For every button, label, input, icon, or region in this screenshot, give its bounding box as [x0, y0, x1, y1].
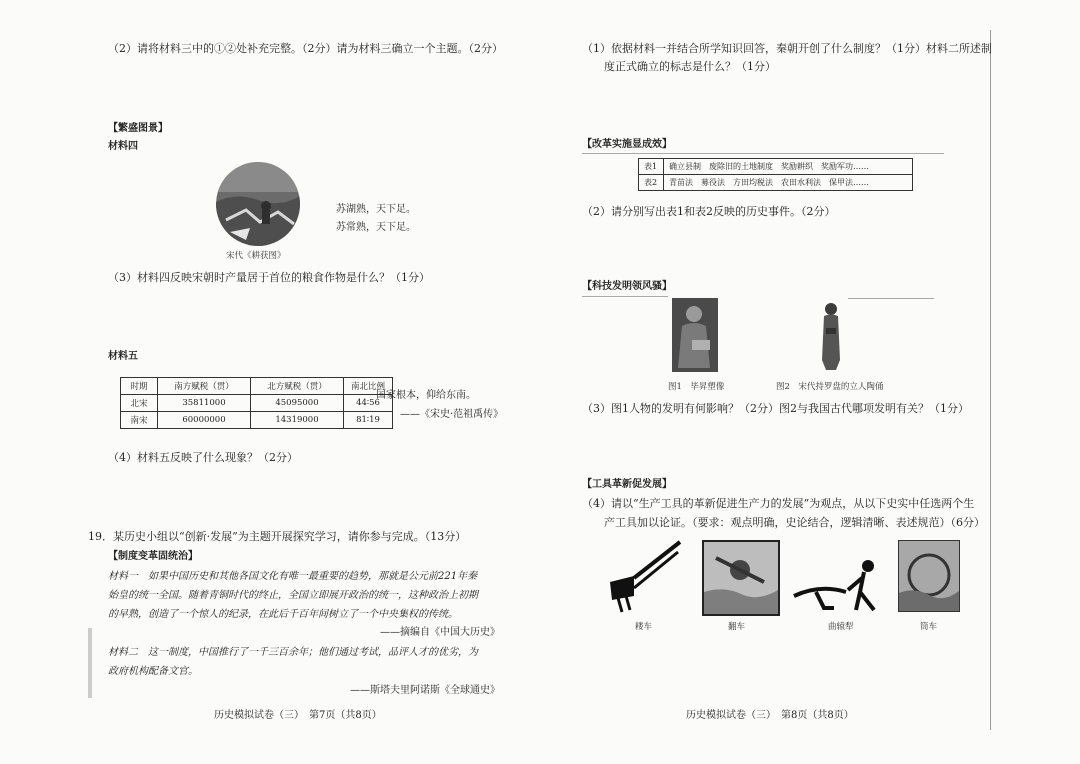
reform-table: [638, 158, 913, 191]
material-2-source: ——斯塔夫里阿诺斯《全球通史》: [350, 685, 500, 696]
quote-suhu: 苏湖熟，天下足。: [336, 204, 416, 215]
question-1-right-line-2: 度正式确立的标志是什么？（1分）: [604, 60, 776, 73]
question-4-right-line-1: （4）请以“生产工具的革新促进生产力的发展”为观点，从以下史实中任选两个生: [582, 497, 975, 510]
question-4-left: （4）材料五反映了什么现象？（2分）: [108, 451, 298, 464]
material-1-source: ——摘编自《中国大历史》: [380, 627, 500, 638]
table-cell: 北宋: [121, 395, 158, 412]
table-row: [121, 395, 393, 412]
quote-suchang: 苏常熟，天下足。: [336, 222, 416, 233]
table-header: 南北比例: [344, 378, 393, 395]
footer-left: 历史模拟试卷（三） 第7页（共8页）: [214, 710, 382, 721]
material-4-label: 材料四: [108, 141, 138, 152]
tool-label: 曲辕犁: [828, 622, 854, 632]
table-cell: 表2: [639, 175, 664, 191]
figure-1-caption: 图1 毕昇塑像: [668, 382, 725, 392]
curved-plough-image: [790, 556, 884, 612]
table-cell: 14319000: [251, 412, 344, 429]
page-divider: [990, 30, 991, 730]
tube-wheel-image: [898, 540, 960, 612]
table-header: 北方赋税（贯）: [251, 378, 344, 395]
question-3-right: （3）图1人物的发明有何影响？（2分）图2与我国古代哪项发明有关？（1分）: [582, 402, 969, 415]
table-cell: 44∶56: [344, 395, 393, 412]
material-1-line-2: 始皇的统一全国。随着青铜时代的终止，全国立即展开政治的统一，这种政治上初期: [108, 590, 478, 601]
question-1-right-line-1: （1）依据材料一并结合所学知识回答，秦朝开创了什么制度？（1分）材料二所述制: [582, 42, 992, 55]
song-painting-image: [216, 162, 300, 246]
painting-caption: 宋代《耕获图》: [226, 251, 286, 261]
bi-sheng-statue-image: [672, 298, 718, 372]
quote-source-songshi: ——《宋史·范祖禹传》: [400, 409, 504, 420]
compass-figurine-image: [816, 300, 846, 372]
section-heading-reform: 【改革实施显成效】: [582, 139, 672, 150]
table-cell: 青苗法 募役法 方田均税法 农田水利法 保甲法……: [664, 175, 913, 191]
table-cell: 35811000: [158, 395, 251, 412]
section-heading-prosper: 【繁盛图景】: [108, 123, 168, 134]
table-cell: 南宋: [121, 412, 158, 429]
table-header: 南方赋税（贯）: [158, 378, 251, 395]
tool-label: 翻车: [728, 622, 746, 632]
question-3-left: （3）材料四反映宋朝时产量居于首位的粮食作物是什么？（1分）: [108, 271, 430, 284]
water-wheel-image: [702, 540, 780, 616]
tax-table: [120, 377, 393, 429]
seed-drill-image: [604, 538, 684, 614]
material-5-label: 材料五: [108, 351, 138, 362]
quote-guojia: 国家根本，仰给东南。: [376, 390, 476, 401]
table-cell: 确立县制 废除旧的土地制度 奖励耕织 奖励军功……: [664, 159, 913, 175]
tool-label: 筒车: [920, 622, 938, 632]
section-heading-tech: 【科技发明领风骚】: [582, 281, 672, 292]
question-2-right: （2）请分别写出表1和表2反映的历史事件。（2分）: [582, 205, 836, 218]
section-heading-tools: 【工具革新促发展】: [582, 479, 672, 490]
section-heading-system: 【制度变革固统治】: [108, 551, 198, 562]
table-cell: 81∶19: [344, 412, 393, 429]
material-1-line-3: 的早熟，创造了一个惊人的纪录，在此后千百年间树立了一个中央集权的传统。: [108, 609, 458, 620]
material-1-line-1: 材料一 如果中国历史和其他各国文化有唯一最重要的趋势，那就是公元前221年秦: [108, 571, 478, 582]
table-row: [121, 412, 393, 429]
material-2-line-1: 材料二 这一制度，中国推行了一千三百余年；他们通过考试，品评人才的优劣，为: [108, 647, 478, 658]
question-2-left: （2）请将材料三中的①②处补充完整。（2分）请为材料三确立一个主题。（2分）: [108, 42, 503, 55]
table-cell: 45095000: [251, 395, 344, 412]
material-2-line-2: 政府机构配备文官。: [108, 666, 198, 677]
table-header: 时期: [121, 378, 158, 395]
table-cell: 表1: [639, 159, 664, 175]
figure-2-caption: 图2 宋代持罗盘的立人陶俑: [776, 382, 884, 392]
tool-label: 耧车: [635, 622, 653, 632]
table-row: [639, 175, 913, 191]
table-cell: 60000000: [158, 412, 251, 429]
question-19: 19．某历史小组以“创新·发展”为主题开展探究学习，请你参与完成。（13分）: [88, 530, 467, 543]
table-row: [639, 159, 913, 175]
question-4-right-line-2: 产工具加以论证。（要求：观点明确，史论结合，逻辑清晰、表述规范）（6分）: [604, 516, 985, 529]
footer-right: 历史模拟试卷（三） 第8页（共8页）: [686, 710, 854, 721]
